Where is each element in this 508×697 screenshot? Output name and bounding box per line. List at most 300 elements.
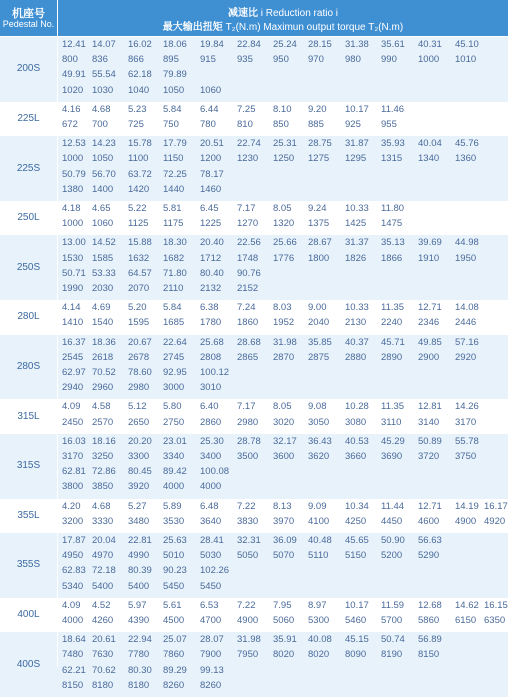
- ratio-cell: 31.98: [273, 336, 297, 348]
- torque-cell: 3050: [308, 416, 330, 428]
- table-row: [0, 201, 508, 235]
- torque-cell: 1530: [62, 252, 84, 264]
- ratio-cell: 40.08: [308, 634, 332, 646]
- ratio-cell: 5.97: [128, 599, 147, 611]
- ratio-cell: 35.91: [273, 634, 297, 646]
- torque-line: [0, 382, 508, 394]
- ratio-cell: 90.23: [163, 565, 187, 577]
- torque-cell: 5150: [345, 550, 367, 562]
- pedestal-model: 400S: [16, 658, 41, 670]
- torque-cell: 1200: [200, 153, 222, 165]
- torque-cell: 3750: [455, 450, 477, 462]
- ratio-cell: 11.59: [381, 599, 405, 611]
- ratio-cell: 72.18: [92, 565, 116, 577]
- torque-cell: 2940: [62, 382, 84, 394]
- ratio-cell: 12.71: [418, 302, 442, 314]
- torque-cell: 2920: [455, 351, 477, 363]
- ratio-line: [0, 268, 508, 280]
- torque-cell: 1950: [455, 252, 477, 264]
- pedestal-model: 400L: [17, 608, 40, 620]
- torque-line: [0, 153, 508, 165]
- ratio-cell: 80.39: [128, 565, 152, 577]
- ratio-cell: 16.37: [62, 336, 86, 348]
- torque-cell: 2870: [273, 351, 295, 363]
- torque-cell: 2678: [128, 351, 150, 363]
- ratio-cell: 71.80: [163, 267, 187, 279]
- torque-cell: 1340: [418, 153, 440, 165]
- ratio-cell: 6.45: [200, 203, 219, 214]
- table-row: [0, 300, 508, 334]
- ratio-cell: 7.22: [237, 500, 256, 512]
- ratio-cell: 50.79: [62, 168, 86, 180]
- torque-cell: 2446: [455, 317, 477, 329]
- ratio-cell: 4.18: [62, 203, 81, 214]
- torque-cell: 2346: [418, 317, 440, 329]
- torque-cell: 7780: [128, 649, 150, 661]
- ratio-cell: 45.29: [381, 435, 405, 447]
- header-model-cn: 机座号: [12, 8, 45, 20]
- torque-line: [0, 119, 508, 131]
- torque-cell: 810: [237, 118, 253, 130]
- ratio-cell: 16.17: [484, 500, 508, 512]
- torque-cell: 3920: [128, 481, 150, 493]
- torque-cell: 4000: [200, 481, 222, 493]
- ratio-cell: 20.61: [92, 634, 116, 646]
- ratio-cell: 5.84: [163, 302, 182, 314]
- torque-cell: 3080: [345, 416, 367, 428]
- torque-cell: 2960: [92, 382, 114, 394]
- torque-cell: 2890: [381, 351, 403, 363]
- torque-cell: 4450: [381, 515, 403, 527]
- torque-cell: 1375: [308, 218, 330, 230]
- torque-cell: 2865: [237, 351, 259, 363]
- torque-cell: 1595: [128, 317, 150, 329]
- torque-cell: 1050: [163, 84, 185, 96]
- torque-cell: 4970: [92, 550, 114, 562]
- ratio-cell: 89.29: [163, 664, 187, 676]
- ratio-cell: 78.17: [200, 168, 224, 180]
- pedestal-model: 355S: [16, 559, 41, 571]
- torque-cell: 8020: [273, 649, 295, 661]
- ratio-cell: 35.13: [381, 237, 405, 249]
- ratio-line: [0, 302, 508, 314]
- torque-cell: 2110: [163, 282, 184, 294]
- torque-cell: 1010: [455, 54, 477, 66]
- ratio-cell: 72.25: [163, 168, 187, 180]
- ratio-cell: 45.71: [381, 336, 405, 348]
- ratio-cell: 25.07: [163, 634, 187, 646]
- ratio-cell: 20.67: [128, 336, 152, 348]
- torque-cell: 7860: [163, 649, 185, 661]
- torque-cell: 3720: [418, 450, 440, 462]
- torque-cell: 5030: [200, 550, 222, 562]
- ratio-cell: 35.85: [308, 336, 332, 348]
- ratio-cell: 40.48: [308, 535, 332, 546]
- torque-cell: 4950: [62, 550, 84, 562]
- torque-cell: 1632: [128, 252, 150, 264]
- torque-cell: 6150: [455, 614, 477, 626]
- torque-cell: 2980: [237, 416, 259, 428]
- ratio-cell: 36.43: [308, 435, 332, 447]
- column-divider: [57, 36, 58, 667]
- ratio-cell: 11.35: [381, 401, 405, 413]
- ratio-cell: 14.19: [455, 500, 479, 512]
- ratio-cell: 5.22: [128, 203, 147, 214]
- ratio-cell: 11.44: [381, 500, 405, 512]
- torque-cell: 3330: [92, 515, 114, 527]
- torque-cell: 1748: [237, 252, 259, 264]
- ratio-cell: 64.57: [128, 267, 152, 279]
- torque-cell: 1315: [381, 153, 403, 165]
- torque-cell: 672: [62, 118, 78, 130]
- ratio-cell: 12.81: [418, 401, 442, 413]
- torque-cell: 3970: [273, 515, 295, 527]
- torque-cell: 4390: [128, 614, 150, 626]
- ratio-cell: 80.40: [200, 267, 224, 279]
- torque-cell: 750: [163, 118, 179, 130]
- ratio-line: [0, 600, 508, 612]
- ratio-cell: 50.74: [381, 634, 405, 646]
- torque-cell: 1425: [345, 218, 367, 230]
- torque-cell: 1585: [92, 252, 114, 264]
- torque-cell: 1420: [128, 183, 150, 195]
- ratio-cell: 18.30: [163, 237, 187, 249]
- ratio-cell: 6.44: [200, 103, 219, 115]
- torque-cell: 1460: [200, 183, 222, 195]
- torque-cell: 1910: [418, 252, 440, 264]
- ratio-cell: 8.05: [273, 401, 292, 413]
- ratio-cell: 18.36: [92, 336, 116, 348]
- torque-cell: 2808: [200, 351, 222, 363]
- ratio-cell: 22.84: [237, 39, 261, 50]
- pedestal-model: 250L: [17, 212, 40, 224]
- pedestal-model: 315L: [17, 410, 40, 422]
- ratio-cell: 49.91: [62, 69, 86, 81]
- torque-cell: 2900: [418, 351, 440, 363]
- ratio-cell: 80.45: [128, 466, 152, 478]
- ratio-cell: 40.37: [345, 336, 369, 348]
- ratio-cell: 14.23: [92, 138, 116, 150]
- ratio-cell: 100.08: [200, 466, 230, 478]
- ratio-cell: 40.31: [418, 39, 442, 50]
- torque-cell: 5400: [92, 580, 114, 592]
- ratio-cell: 23.01: [163, 435, 187, 447]
- header-torque: [58, 18, 508, 33]
- torque-cell: 950: [273, 54, 289, 66]
- ratio-cell: 90.76: [237, 267, 261, 279]
- torque-cell: 5460: [345, 614, 367, 626]
- pedestal-model: 355L: [17, 509, 40, 521]
- ratio-cell: 40.04: [418, 138, 442, 150]
- table-row: [0, 235, 508, 300]
- ratio-cell: 45.10: [455, 39, 479, 50]
- torque-cell: 8190: [381, 649, 403, 661]
- ratio-cell: 28.68: [237, 336, 261, 348]
- torque-cell: 1685: [163, 317, 185, 329]
- torque-cell: 4900: [237, 614, 259, 626]
- torque-cell: 935: [237, 54, 253, 66]
- ratio-cell: 22.56: [237, 237, 261, 249]
- torque-line: [0, 283, 508, 295]
- ratio-cell: 4.16: [62, 103, 81, 115]
- ratio-cell: 4.68: [92, 500, 111, 512]
- torque-line: [0, 54, 508, 66]
- ratio-cell: 40.53: [345, 435, 369, 447]
- torque-cell: 1225: [200, 218, 222, 230]
- ratio-cell: 31.98: [237, 634, 261, 646]
- torque-cell: 8180: [128, 679, 150, 691]
- ratio-cell: 4.52: [92, 599, 111, 611]
- table-row: [0, 434, 508, 499]
- torque-cell: 1380: [62, 183, 84, 195]
- torque-cell: 3830: [237, 515, 259, 527]
- ratio-cell: 7.95: [273, 599, 292, 611]
- torque-cell: 5300: [308, 614, 330, 626]
- torque-cell: 2750: [163, 416, 185, 428]
- torque-cell: 7950: [237, 649, 259, 661]
- torque-cell: 8090: [345, 649, 367, 661]
- ratio-cell: 16.02: [128, 39, 152, 50]
- torque-line: [0, 649, 508, 661]
- torque-cell: 1780: [200, 317, 222, 329]
- ratio-cell: 28.67: [308, 237, 332, 249]
- torque-cell: 5450: [163, 580, 185, 592]
- torque-cell: 1060: [200, 84, 222, 96]
- ratio-cell: 28.15: [308, 39, 332, 50]
- torque-cell: 700: [92, 118, 108, 130]
- torque-cell: 3600: [273, 450, 295, 462]
- ratio-cell: 99.13: [200, 664, 224, 676]
- ratio-cell: 8.97: [308, 599, 327, 611]
- torque-cell: 1800: [308, 252, 330, 264]
- ratio-cell: 16.15: [484, 599, 508, 611]
- ratio-cell: 4.69: [92, 302, 111, 314]
- torque-cell: 4260: [92, 614, 114, 626]
- torque-cell: 1275: [308, 153, 330, 165]
- torque-cell: 3400: [200, 450, 222, 462]
- torque-cell: 2880: [345, 351, 367, 363]
- torque-cell: 2545: [62, 351, 84, 363]
- ratio-cell: 25.24: [273, 39, 297, 50]
- torque-cell: 1475: [381, 218, 403, 230]
- pedestal-model: 225L: [17, 112, 40, 124]
- ratio-line: [0, 665, 508, 677]
- torque-cell: 3690: [381, 450, 403, 462]
- ratio-line: [0, 337, 508, 349]
- ratio-cell: 79.89: [163, 69, 187, 81]
- ratio-cell: 50.71: [62, 267, 86, 279]
- torque-cell: 1682: [163, 252, 185, 264]
- header-ratio: [58, 4, 508, 19]
- torque-cell: 980: [345, 54, 361, 66]
- ratio-cell: 14.26: [455, 401, 479, 413]
- ratio-cell: 20.04: [92, 535, 116, 546]
- torque-cell: 955: [381, 118, 397, 130]
- header-ratio-en: i Reduction ratio i: [260, 8, 339, 19]
- ratio-cell: 11.46: [381, 103, 405, 115]
- torque-cell: 3140: [418, 416, 440, 428]
- ratio-cell: 22.74: [237, 138, 261, 150]
- ratio-cell: 50.90: [381, 535, 405, 546]
- torque-cell: 3660: [345, 450, 367, 462]
- ratio-cell: 4.09: [62, 401, 81, 413]
- torque-cell: 2875: [308, 351, 330, 363]
- torque-cell: 4900: [455, 515, 477, 527]
- torque-cell: 1866: [381, 252, 403, 264]
- ratio-cell: 50.89: [418, 435, 442, 447]
- torque-cell: 915: [200, 54, 216, 66]
- torque-cell: 1000: [62, 153, 84, 165]
- ratio-cell: 62.81: [62, 466, 86, 478]
- torque-cell: 3000: [163, 382, 185, 394]
- ratio-cell: 5.89: [163, 500, 182, 512]
- ratio-cell: 70.52: [92, 366, 116, 378]
- ratio-cell: 12.53: [62, 138, 86, 150]
- ratio-cell: 25.63: [163, 535, 187, 546]
- ratio-cell: 70.62: [92, 664, 116, 676]
- ratio-cell: 28.41: [200, 535, 224, 546]
- torque-cell: 5450: [200, 580, 222, 592]
- ratio-cell: 5.12: [128, 401, 147, 413]
- torque-cell: 5070: [273, 550, 295, 562]
- ratio-cell: 4.09: [62, 599, 81, 611]
- ratio-cell: 14.52: [92, 237, 116, 249]
- ratio-cell: 6.48: [200, 500, 219, 512]
- ratio-cell: 62.21: [62, 664, 86, 676]
- ratio-cell: 14.62: [455, 599, 479, 611]
- ratio-cell: 53.33: [92, 267, 116, 279]
- ratio-cell: 4.20: [62, 500, 81, 512]
- torque-cell: 4100: [308, 515, 330, 527]
- table-row: [0, 632, 508, 697]
- torque-cell: 3300: [128, 450, 150, 462]
- torque-cell: 970: [308, 54, 324, 66]
- torque-cell: 1826: [345, 252, 367, 264]
- torque-line: [0, 352, 508, 364]
- torque-cell: 3480: [128, 515, 150, 527]
- torque-cell: 836: [92, 54, 108, 66]
- ratio-line: [0, 565, 508, 577]
- torque-cell: 1000: [62, 218, 84, 230]
- torque-line: [0, 317, 508, 329]
- torque-cell: 4500: [163, 614, 185, 626]
- torque-cell: 1250: [273, 153, 295, 165]
- ratio-cell: 9.08: [308, 401, 327, 413]
- torque-cell: 2040: [308, 317, 330, 329]
- ratio-cell: 4.14: [62, 302, 81, 314]
- torque-cell: 3110: [381, 416, 402, 428]
- ratio-cell: 19.84: [200, 39, 224, 50]
- torque-cell: 4600: [418, 515, 440, 527]
- torque-cell: 3020: [273, 416, 295, 428]
- ratio-cell: 22.64: [163, 336, 187, 348]
- torque-line: [0, 615, 508, 627]
- torque-cell: 990: [381, 54, 397, 66]
- torque-cell: 2650: [128, 416, 150, 428]
- torque-cell: 3340: [163, 450, 185, 462]
- torque-cell: 1020: [62, 84, 84, 96]
- ratio-cell: 7.17: [237, 203, 256, 214]
- ratio-cell: 62.97: [62, 366, 86, 378]
- ratio-cell: 5.84: [163, 103, 182, 115]
- table-header: [0, 0, 508, 36]
- ratio-cell: 25.31: [273, 138, 297, 150]
- ratio-line: [0, 169, 508, 181]
- ratio-cell: 12.71: [418, 500, 442, 512]
- ratio-cell: 15.88: [128, 237, 152, 249]
- torque-cell: 4700: [200, 614, 222, 626]
- ratio-cell: 25.68: [200, 336, 224, 348]
- header-torque-cn: 最大输出扭矩: [162, 22, 223, 33]
- torque-cell: 1320: [273, 218, 295, 230]
- torque-cell: 3250: [92, 450, 114, 462]
- torque-line: [0, 451, 508, 463]
- pedestal-model: 315S: [16, 460, 41, 472]
- ratio-line: [0, 203, 508, 215]
- ratio-cell: 5.20: [128, 302, 147, 314]
- header-torque-en: T₂(N.m) Maximun output torque T₂(N.m): [225, 22, 404, 33]
- pedestal-model: 200S: [16, 63, 41, 75]
- ratio-cell: 9.20: [308, 103, 327, 115]
- torque-cell: 3170: [62, 450, 84, 462]
- ratio-cell: 8.10: [273, 103, 292, 115]
- torque-cell: 2240: [381, 317, 403, 329]
- ratio-cell: 31.38: [345, 39, 369, 50]
- torque-line: [0, 253, 508, 265]
- ratio-cell: 78.60: [128, 366, 152, 378]
- ratio-cell: 10.28: [345, 401, 369, 413]
- ratio-cell: 45.76: [455, 138, 479, 150]
- torque-cell: 3530: [163, 515, 185, 527]
- torque-cell: 5010: [163, 550, 185, 562]
- ratio-cell: 35.93: [381, 138, 405, 150]
- torque-cell: 1712: [200, 252, 222, 264]
- torque-cell: 1000: [418, 54, 440, 66]
- ratio-cell: 9.09: [308, 500, 327, 512]
- ratio-cell: 7.17: [237, 401, 256, 413]
- table-row: [0, 37, 508, 102]
- torque-cell: 1030: [92, 84, 114, 96]
- torque-cell: 1100: [128, 153, 149, 165]
- ratio-cell: 8.05: [273, 203, 292, 214]
- torque-cell: 1860: [237, 317, 259, 329]
- table-row: [0, 499, 508, 533]
- torque-cell: 1050: [92, 153, 114, 165]
- torque-cell: 1540: [92, 317, 114, 329]
- ratio-cell: 17.79: [163, 138, 187, 150]
- table-row: [0, 533, 508, 598]
- ratio-cell: 8.03: [273, 302, 292, 314]
- table-row: [0, 136, 508, 201]
- header-ratio-cn: 减速比: [227, 8, 258, 19]
- torque-cell: 895: [163, 54, 179, 66]
- torque-cell: 8260: [163, 679, 185, 691]
- ratio-cell: 13.00: [62, 237, 86, 249]
- ratio-cell: 31.87: [345, 138, 369, 150]
- table-row: [0, 102, 508, 136]
- ratio-line: [0, 634, 508, 646]
- torque-cell: 5700: [381, 614, 403, 626]
- torque-line: [0, 481, 508, 493]
- torque-cell: 1175: [163, 218, 184, 230]
- torque-cell: 866: [128, 54, 144, 66]
- ratio-line: [0, 501, 508, 513]
- ratio-cell: 8.13: [273, 500, 292, 512]
- torque-cell: 3800: [62, 481, 84, 493]
- torque-cell: 725: [128, 118, 144, 130]
- torque-cell: 2152: [237, 282, 259, 294]
- torque-line: [0, 516, 508, 528]
